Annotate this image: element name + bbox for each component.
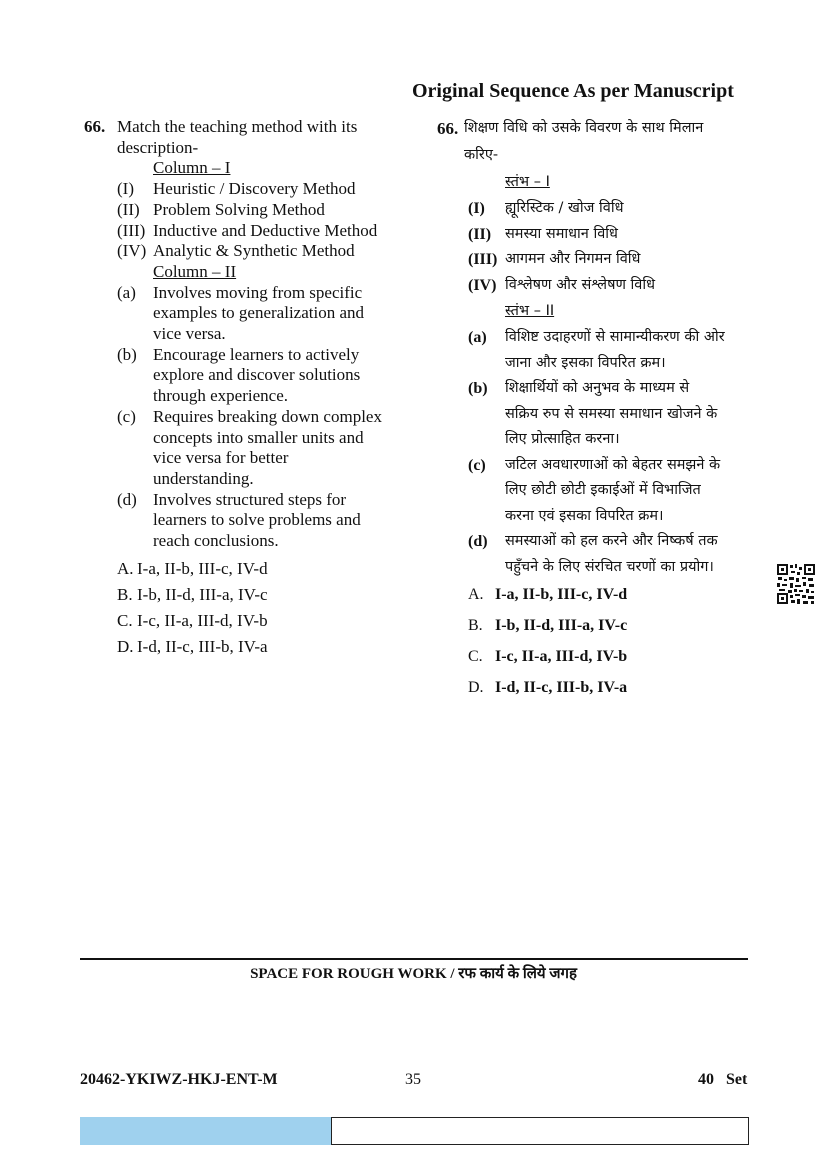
item-text bbox=[153, 407, 414, 490]
item-label: (II) bbox=[468, 225, 492, 243]
option-label: C. bbox=[468, 648, 483, 665]
answer-option-d[interactable] bbox=[468, 679, 767, 710]
item-line: reach conclusions. bbox=[153, 531, 279, 551]
item-line: Involves moving from specific bbox=[153, 282, 363, 302]
item-text: समस्या समाधान विधि bbox=[505, 225, 618, 242]
column-1-heading: Column – I bbox=[153, 158, 231, 178]
item-line: लिए प्रोत्साहित करना। bbox=[505, 431, 620, 447]
column-1-item bbox=[117, 179, 414, 200]
option-label: A. bbox=[117, 558, 134, 578]
item-label: (I) bbox=[468, 200, 485, 217]
option-label: D. bbox=[468, 679, 484, 696]
question-line: Match the teaching method with its bbox=[117, 117, 358, 136]
item-line: Involves structured steps for bbox=[153, 489, 347, 509]
item-line: Encourage learners to actively bbox=[153, 344, 360, 364]
answer-options bbox=[84, 559, 414, 663]
answer-option-a[interactable] bbox=[468, 586, 767, 617]
column-2-item bbox=[468, 529, 767, 580]
rough-work-divider bbox=[80, 958, 748, 960]
footer-blank-box bbox=[331, 1117, 749, 1145]
item-label: (II) bbox=[117, 199, 140, 219]
option-label: D. bbox=[117, 636, 134, 656]
item-text bbox=[505, 376, 767, 453]
column-2-item bbox=[117, 345, 414, 407]
set-label: 40 Set bbox=[698, 1071, 748, 1088]
option-text: I-d, II-c, III-b, IV-a bbox=[495, 679, 628, 696]
column-1-heading: स्तंभ – I bbox=[505, 174, 550, 190]
english-question bbox=[84, 117, 414, 663]
item-text bbox=[153, 283, 414, 345]
column-2-item bbox=[117, 283, 414, 345]
item-text bbox=[153, 490, 414, 552]
column-1-item bbox=[468, 222, 767, 248]
item-text bbox=[505, 453, 767, 530]
item-line: समस्याओं को हल करने और निष्कर्ष तक bbox=[505, 533, 718, 549]
column-2-item bbox=[468, 453, 767, 530]
question-number: 66. bbox=[84, 117, 106, 136]
footer-color-bar bbox=[80, 1117, 331, 1145]
item-text: Heuristic / Discovery Method bbox=[153, 179, 356, 199]
question-text bbox=[464, 115, 767, 169]
column-2-item bbox=[117, 490, 414, 552]
question-line: शिक्षण विधि को उसके विवरण के साथ मिलान bbox=[464, 120, 704, 136]
column-1-item bbox=[468, 273, 767, 299]
option-text: I-c, II-a, III-d, IV-b bbox=[495, 648, 628, 665]
answer-option-d[interactable] bbox=[117, 637, 414, 663]
paper-code: 20462-YKIWZ-HKJ-ENT-M bbox=[80, 1071, 278, 1088]
item-label: (III) bbox=[468, 251, 498, 268]
qr-code-icon bbox=[776, 563, 816, 605]
column-1-item bbox=[117, 221, 414, 242]
column-2-heading: Column – II bbox=[153, 261, 237, 281]
item-text: आगमन और निगमन विधि bbox=[505, 251, 641, 267]
item-label: (IV) bbox=[117, 241, 147, 261]
question-stem bbox=[437, 115, 767, 169]
answer-option-c[interactable] bbox=[117, 611, 414, 637]
item-label: (d) bbox=[117, 489, 137, 509]
column-1-item bbox=[468, 196, 767, 222]
item-text: विश्लेषण और संश्लेषण विधि bbox=[505, 276, 656, 293]
option-label: B. bbox=[117, 584, 133, 604]
item-text: ह्यूरिस्टिक / खोज विधि bbox=[505, 200, 624, 216]
option-text: I-c, II-a, III-d, IV-b bbox=[137, 610, 268, 630]
column-1-item bbox=[117, 200, 414, 221]
hindi-question bbox=[437, 115, 767, 710]
answer-option-b[interactable] bbox=[468, 617, 767, 648]
question-stem bbox=[84, 117, 414, 158]
item-line: करना एवं इसका विपरित क्रम। bbox=[505, 507, 664, 524]
item-line: जाना और इसका विपरित क्रम। bbox=[505, 354, 666, 371]
page-title: Original Sequence As per Manuscript bbox=[412, 80, 734, 102]
column-1-item bbox=[468, 247, 767, 273]
item-label: (IV) bbox=[468, 276, 497, 294]
item-text bbox=[153, 345, 414, 407]
option-text: I-b, II-d, III-a, IV-c bbox=[137, 584, 268, 604]
item-label: (b) bbox=[117, 344, 137, 364]
answer-option-c[interactable] bbox=[468, 648, 767, 679]
answer-options bbox=[437, 586, 767, 710]
page-number: 35 bbox=[405, 1071, 421, 1088]
item-label: (a) bbox=[117, 282, 136, 302]
column-2-item bbox=[117, 407, 414, 490]
item-line: examples to generalization and bbox=[153, 303, 364, 323]
option-label: B. bbox=[468, 617, 483, 634]
item-label: (d) bbox=[468, 533, 488, 550]
item-line: concepts into smaller units and bbox=[153, 427, 364, 447]
question-line: करिए- bbox=[464, 147, 499, 163]
answer-option-a[interactable] bbox=[117, 559, 414, 585]
item-line: जटिल अवधारणाओं को बेहतर समझने के bbox=[505, 456, 721, 473]
item-line: vice versa for better bbox=[153, 448, 289, 468]
option-text: I-a, II-b, III-c, IV-d bbox=[495, 586, 628, 603]
column-1-item bbox=[117, 241, 414, 262]
item-label: (a) bbox=[468, 329, 487, 346]
item-label: (I) bbox=[117, 179, 134, 199]
item-label: (III) bbox=[117, 220, 146, 240]
option-label: A. bbox=[468, 586, 484, 603]
item-line: पहुँचने के लिए संरचित चरणों का प्रयोग। bbox=[505, 558, 714, 575]
rough-work-label: SPACE FOR ROUGH WORK / रफ कार्य के लिये जगह bbox=[250, 966, 577, 982]
option-text: I-a, II-b, III-c, IV-d bbox=[137, 558, 268, 578]
item-label: (c) bbox=[468, 456, 486, 474]
item-line: vice versa. bbox=[153, 324, 226, 344]
column-2-item bbox=[468, 376, 767, 453]
answer-option-b[interactable] bbox=[117, 585, 414, 611]
item-text bbox=[505, 325, 767, 376]
option-text: I-d, II-c, III-b, IV-a bbox=[137, 636, 268, 656]
item-line: learners to solve problems and bbox=[153, 510, 361, 530]
item-line: विशिष्ट उदाहरणों से सामान्यीकरण की ओर bbox=[505, 329, 725, 345]
option-label: C. bbox=[117, 610, 133, 630]
item-label: (c) bbox=[117, 406, 136, 426]
item-line: सक्रिय रुप से समस्या समाधान खोजने के bbox=[505, 405, 718, 422]
item-line: explore and discover solutions bbox=[153, 365, 361, 385]
item-line: शिक्षार्थियों को अनुभव के माध्यम से bbox=[505, 380, 690, 396]
column-2-item bbox=[468, 325, 767, 376]
item-text: Inductive and Deductive Method bbox=[153, 220, 378, 240]
item-line: Requires breaking down complex bbox=[153, 406, 382, 426]
item-line: understanding. bbox=[153, 468, 254, 488]
item-line: through experience. bbox=[153, 386, 288, 406]
column-2-heading: स्तंभ – II bbox=[505, 303, 555, 319]
question-number: 66. bbox=[437, 119, 459, 138]
option-text: I-b, II-d, III-a, IV-c bbox=[495, 617, 628, 634]
item-text: Analytic & Synthetic Method bbox=[153, 241, 355, 261]
question-text bbox=[117, 117, 414, 158]
item-line: लिए छोटी छोटी इकाईओं में विभाजित bbox=[505, 482, 701, 498]
item-text: Problem Solving Method bbox=[153, 199, 325, 219]
item-label: (b) bbox=[468, 380, 488, 397]
question-line: description- bbox=[117, 137, 199, 157]
item-text bbox=[505, 529, 767, 580]
